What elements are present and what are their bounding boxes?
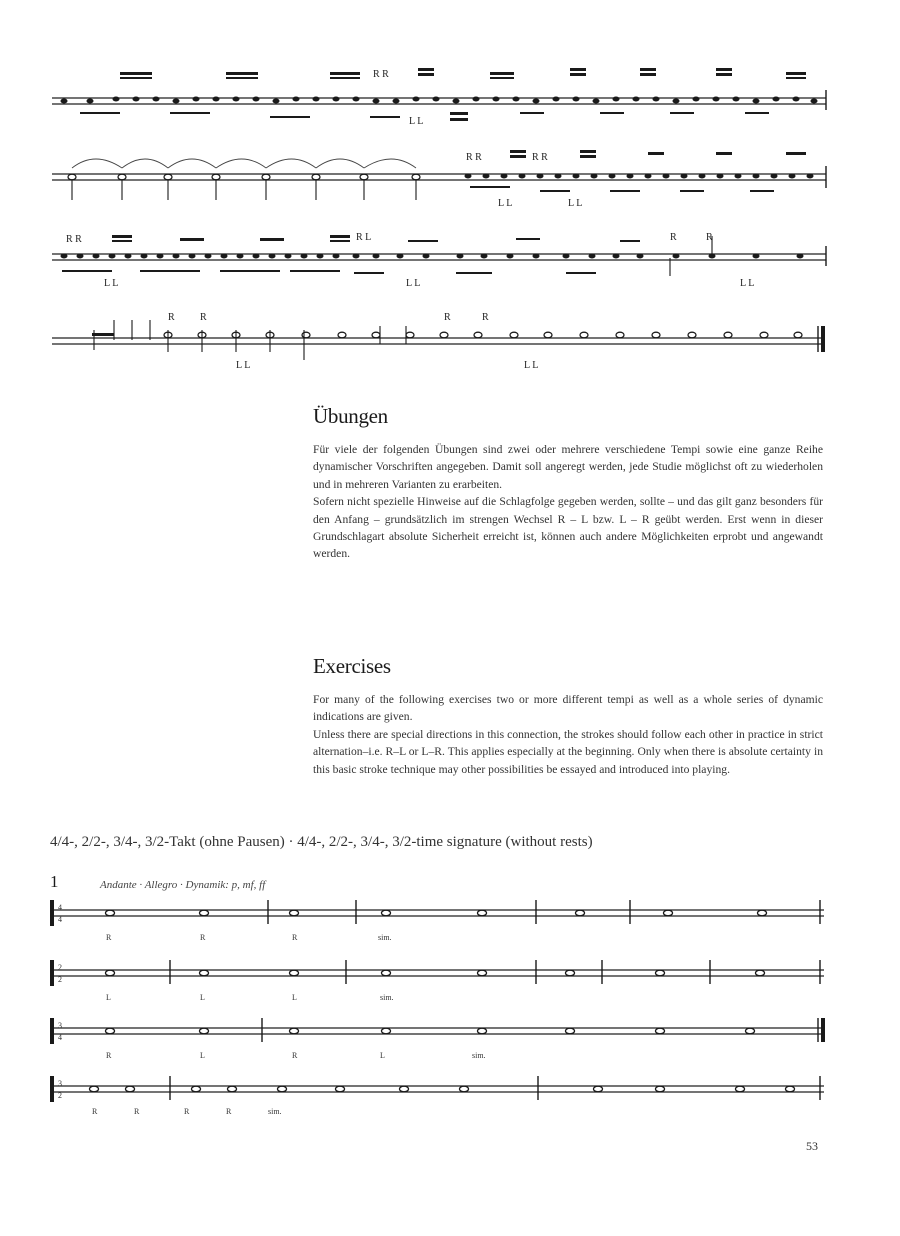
heading-ubungen: Übungen xyxy=(313,404,388,428)
ex1-r1-stick-1: R xyxy=(106,933,112,942)
sticking-r3-a: R R xyxy=(66,234,82,245)
sticking-r4-a: R xyxy=(168,312,175,323)
page-number: 53 xyxy=(806,1139,818,1153)
exercise-tempo: Andante · Allegro · Dynamik: p, mf, ff xyxy=(100,879,266,891)
ex1-r4-stick-1: R xyxy=(92,1107,98,1116)
ex1-staff-4 xyxy=(50,1076,824,1116)
notes-row-4 xyxy=(92,320,823,360)
ex1-r3-stick-2: L xyxy=(200,1051,205,1060)
ex1-r3-stick-4: L xyxy=(380,1051,385,1060)
notes-row-2 xyxy=(68,150,826,200)
svg-text:2: 2 xyxy=(58,963,62,972)
ex1-r3-stick-1: R xyxy=(106,1051,112,1060)
ex1-r1-stick-3: R xyxy=(292,933,298,942)
sticking-r2-b: R R xyxy=(532,152,548,163)
ubungen-paragraph-2: Sofern nicht spezielle Hinweise auf die Schlagfolge gegeben werden, sollte – und das gilt ganz besonders für den Anfang – grundsätzlich im strengen Wechsel R – L bzw. L – R geübt werden. Erst wenn in dieser Grundschlagart absolute Sicherheit erreicht ist, können auch andere Möglichkeiten erprobt und angewandt werden. xyxy=(313,495,823,561)
sticking-r4-c: L L xyxy=(236,360,251,371)
sticking-r3-d: L L xyxy=(406,278,421,289)
section-exercises xyxy=(313,654,823,778)
ex1-staff-1 xyxy=(50,900,824,942)
svg-text:4: 4 xyxy=(58,915,62,924)
sticking-r3-c: R L xyxy=(356,232,372,243)
svg-text:3: 3 xyxy=(58,1079,62,1088)
svg-text:2: 2 xyxy=(58,1091,62,1100)
svg-text:4: 4 xyxy=(58,1033,62,1042)
notes-row-1 xyxy=(61,68,827,121)
exercises-paragraph-2: Unless there are special directions in this connection, the strokes should follow each other in practice in strict alternation–i.e. R–L or L–R. This applies especially at the beginning. Only when there is absolute certainty in this basic stroke technique may other possibilities be essayed and introduced into playing. xyxy=(313,727,823,776)
ex1-staff-3 xyxy=(50,1018,824,1060)
exercises-paragraph-1: For many of the following exercises two or more different tempi as well as a whole series of dynamic indications are given. xyxy=(313,693,823,724)
sticking-r1-a: R R xyxy=(373,69,389,80)
svg-text:3: 3 xyxy=(58,1021,62,1030)
sticking-r2-a: R R xyxy=(466,152,482,163)
sticking-r2-c: L L xyxy=(498,198,513,209)
ex1-r2-stick-4: sim. xyxy=(380,993,394,1002)
ex1-r1-stick-2: R xyxy=(200,933,206,942)
ex1-r2-stick-1: L xyxy=(106,993,111,1002)
sticking-r3-e: R xyxy=(670,232,677,243)
staff-row-2 xyxy=(52,174,826,180)
sticking-r4-d: R xyxy=(444,312,451,323)
sticking-r4-e: R xyxy=(482,312,489,323)
ex1-r3-stick-5: sim. xyxy=(472,1051,486,1060)
sticking-r2-d: L L xyxy=(568,198,583,209)
sticking-r3-g: L L xyxy=(740,278,755,289)
exercise-1-staves xyxy=(0,890,900,1130)
ex1-r3-stick-3: R xyxy=(292,1051,298,1060)
svg-text:2: 2 xyxy=(58,975,62,984)
ex1-r1-stick-4: sim. xyxy=(378,933,392,942)
ex1-r4-stick-3: R xyxy=(184,1107,190,1116)
section-ubungen xyxy=(313,404,823,563)
ex1-r2-stick-3: L xyxy=(292,993,297,1002)
ubungen-paragraph-1: Für viele der folgenden Übungen sind zwei oder mehrere verschiedene Tempi sowie eine ganze Reihe dynamischer Vorschriften angegeben. Damit soll angeregt werden, jede Studie möglichst oft zu wiederholen und in mehreren Varianten zu erarbeiten. xyxy=(313,443,823,491)
sticking-r1-b: L L xyxy=(409,116,424,127)
ex1-staff-2 xyxy=(50,960,824,1002)
sticking-r3-b: L L xyxy=(104,278,119,289)
ex1-r4-stick-5: sim. xyxy=(268,1107,282,1116)
svg-text:4: 4 xyxy=(58,903,62,912)
music-staves-top xyxy=(0,0,900,380)
time-signature-heading: 4/4-, 2/2-, 3/4-, 3/2-Takt (ohne Pausen) · 4/4-, 2/2-, 3/4-, 3/2-time signature (without rests) xyxy=(50,834,593,850)
ex1-r2-stick-2: L xyxy=(200,993,205,1002)
exercise-number: 1 xyxy=(50,872,59,891)
sticking-r4-f: L L xyxy=(524,360,539,371)
ex1-r4-stick-4: R xyxy=(226,1107,232,1116)
sticking-r4-b: R xyxy=(200,312,207,323)
sticking-r3-f: R xyxy=(706,232,713,243)
heading-exercises: Exercises xyxy=(313,654,391,678)
ex1-r4-stick-2: R xyxy=(134,1107,140,1116)
